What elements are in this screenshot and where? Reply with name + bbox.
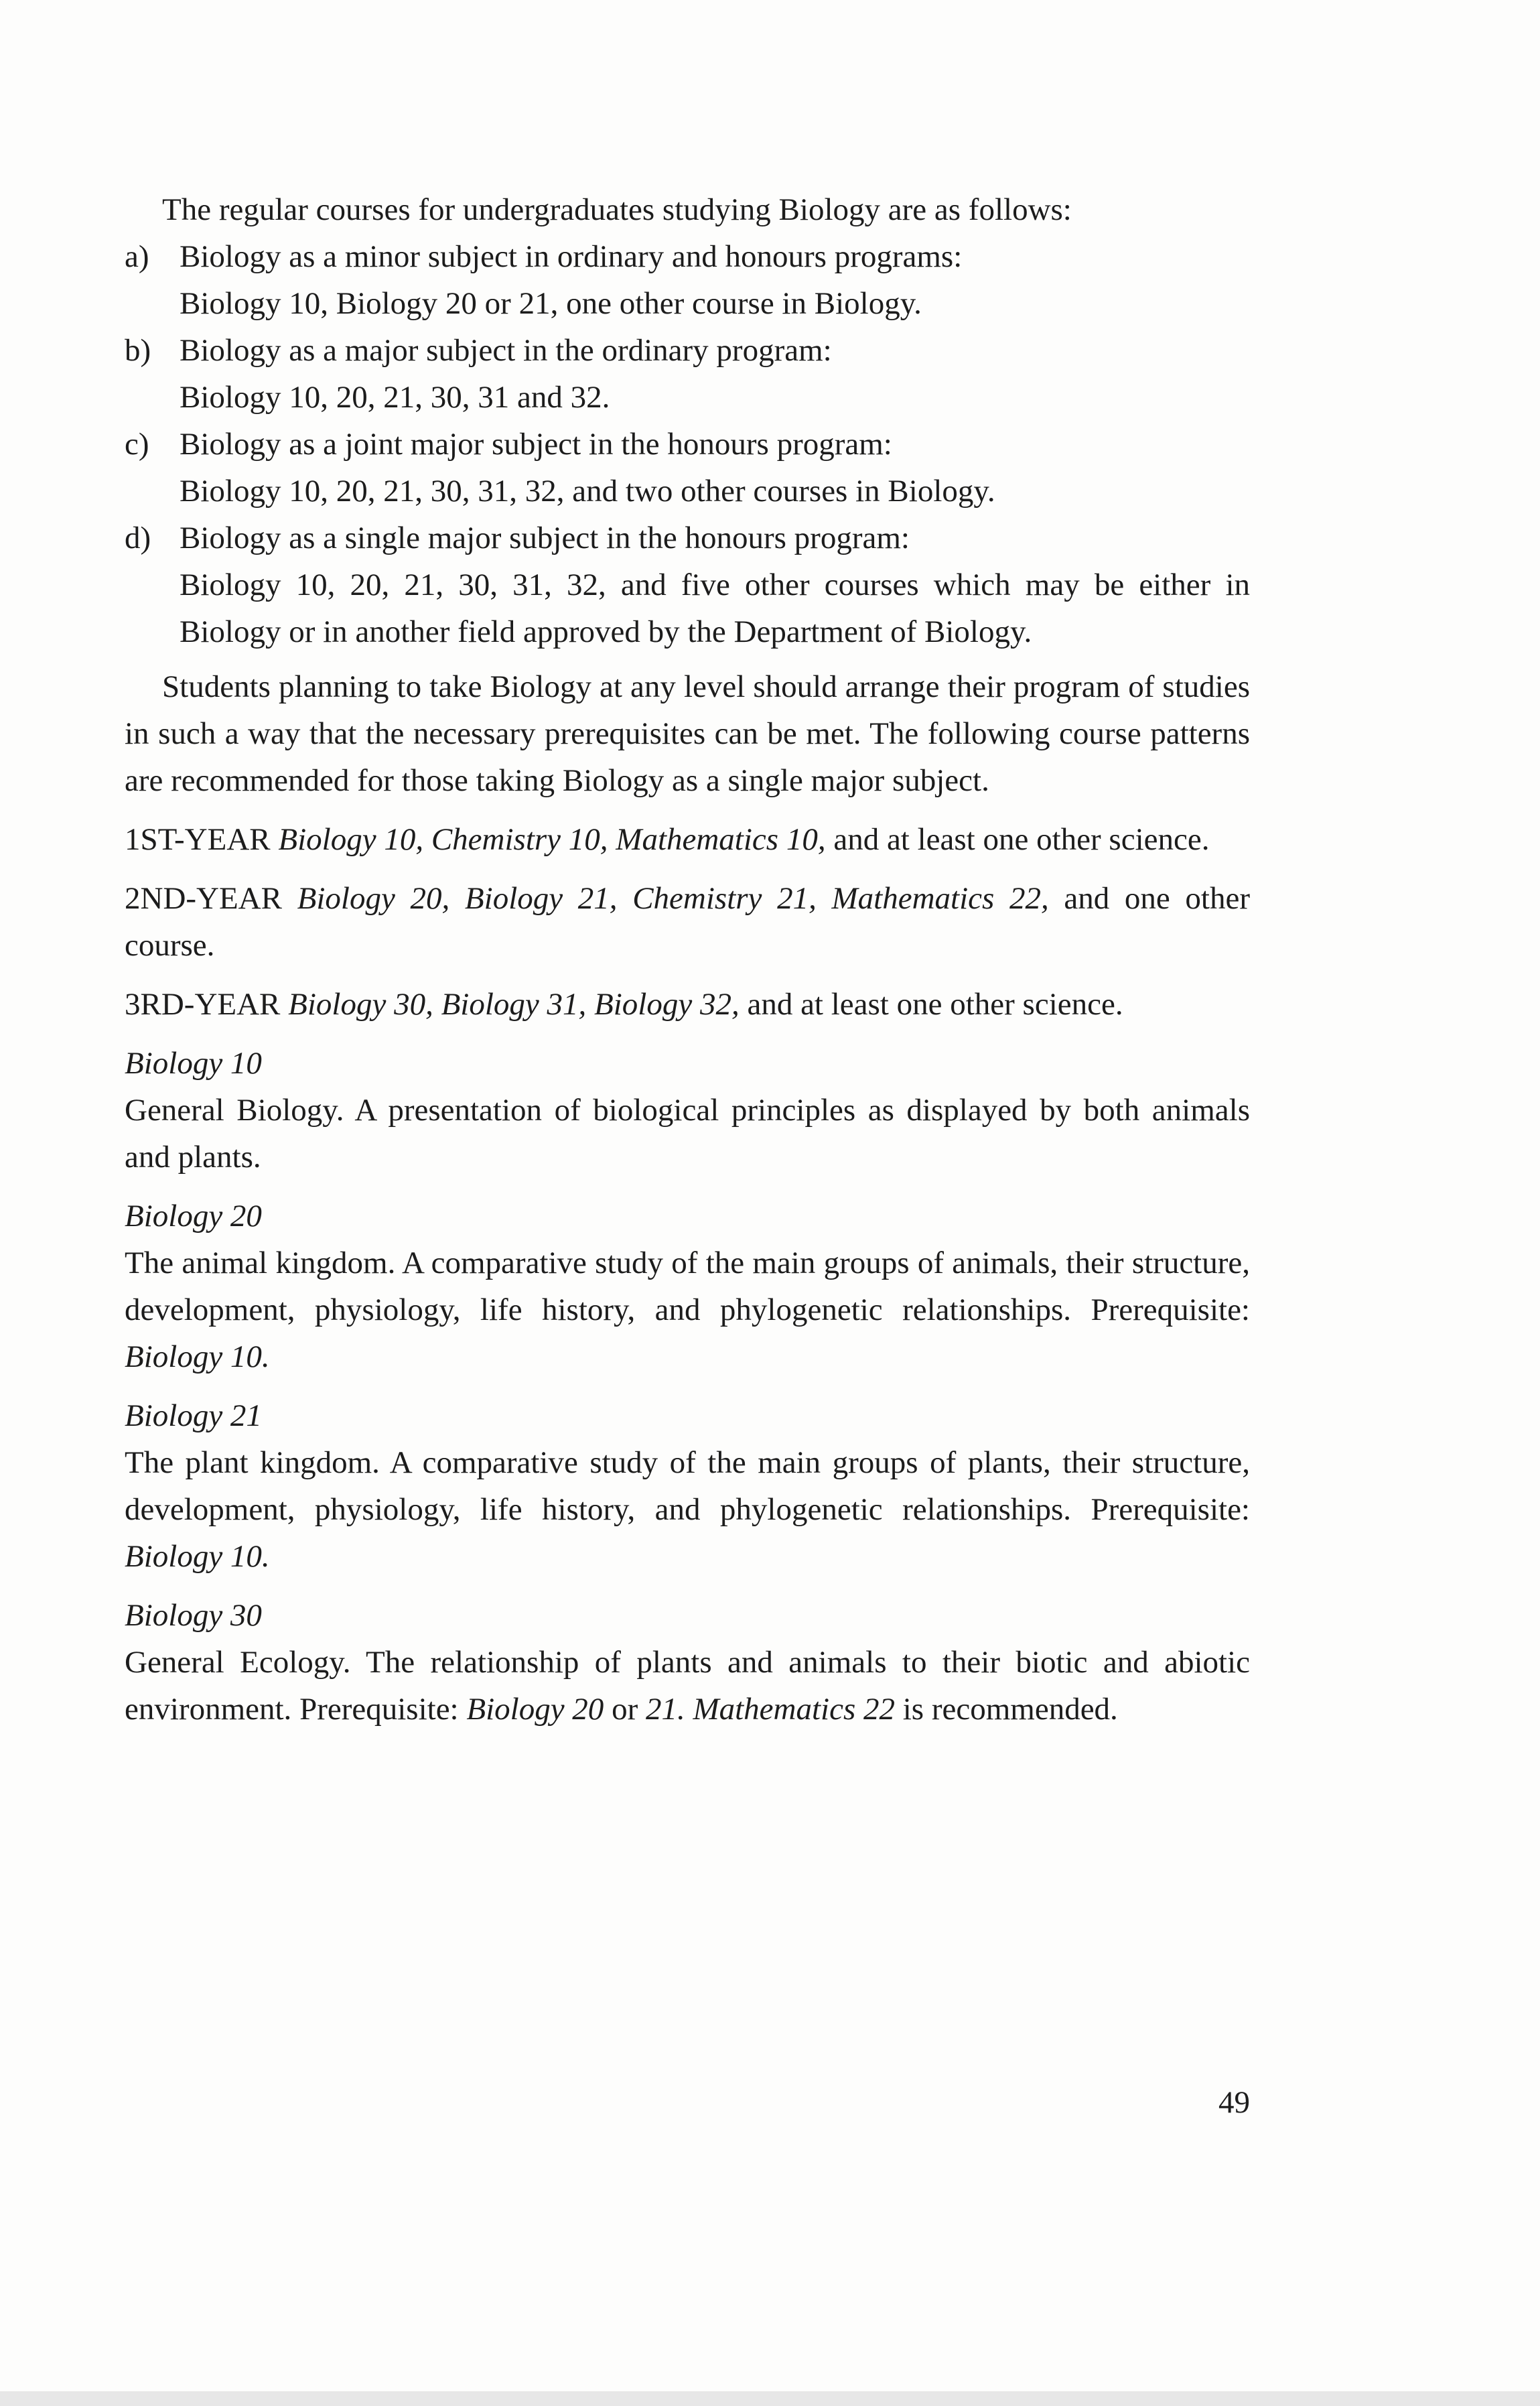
page-number: 49 xyxy=(1218,2085,1250,2120)
option-heading: Biology as a single major subject in the honours program: xyxy=(180,521,910,555)
option-letter: d) xyxy=(125,521,151,555)
course-biology-20 xyxy=(125,1181,1250,1380)
course-description xyxy=(125,1240,1250,1380)
course-biology-10 xyxy=(125,1028,1250,1181)
option-detail: Biology 10, 20, 21, 30, 31, 32, and five other courses which may be either in Biology or in another field approved by the Department of Biology. xyxy=(180,567,1250,649)
option-letter: a) xyxy=(125,239,149,274)
year-pattern-1 xyxy=(125,804,1250,863)
course-title: Biology 21 xyxy=(125,1398,262,1433)
program-option xyxy=(125,421,1250,515)
program-option xyxy=(125,327,1250,421)
recommendation-text: is recommended. xyxy=(902,1692,1118,1727)
year-rest: and at least one other science. xyxy=(833,822,1210,857)
year-pattern-3 xyxy=(125,969,1250,1028)
course-biology-30 xyxy=(125,1580,1250,1733)
course-title: Biology 20 xyxy=(125,1199,262,1233)
option-detail: Biology 10, 20, 21, 30, 31 and 32. xyxy=(180,380,610,415)
year-courses: Biology 30, Biology 31, Biology 32, xyxy=(288,987,740,1022)
course-description xyxy=(125,1639,1250,1733)
option-heading: Biology as a major subject in the ordinary program: xyxy=(180,333,832,368)
option-heading: Biology as a joint major subject in the honours program: xyxy=(180,427,892,462)
prerequisite-course: Biology 20 xyxy=(466,1692,604,1727)
program-option xyxy=(125,515,1250,655)
prerequisite-label: Prerequisite: xyxy=(299,1692,459,1727)
course-description-text: General Ecology. The relationship of plants and animals to their biotic and abiotic environment. xyxy=(125,1645,1250,1727)
intro-text: The regular courses for undergraduates studying Biology are as follows: xyxy=(162,192,1072,227)
prerequisite-course: Biology 10. xyxy=(125,1339,270,1374)
program-option xyxy=(125,233,1250,327)
prerequisite-label: Prerequisite: xyxy=(1091,1492,1250,1527)
option-letter: b) xyxy=(125,333,151,368)
year-label: 1ST-YEAR xyxy=(125,822,271,857)
year-rest: and one other course. xyxy=(125,881,1251,963)
year-label: 2ND-YEAR xyxy=(125,881,282,916)
course-biology-21 xyxy=(125,1380,1250,1580)
year-courses: Biology 20, Biology 21, Chemistry 21, Mathematics 22, xyxy=(297,881,1049,916)
year-label: 3RD-YEAR xyxy=(125,987,281,1022)
course-description-text: The animal kingdom. A comparative study of the main groups of animals, their structure, development, physiology, life history, and phylogenetic relationships. xyxy=(125,1246,1250,1327)
prerequisite-course: Biology 10. xyxy=(125,1539,270,1574)
option-detail: Biology 10, 20, 21, 30, 31, 32, and two other courses in Biology. xyxy=(180,474,995,509)
option-heading: Biology as a minor subject in ordinary and honours programs: xyxy=(180,239,963,274)
page-body xyxy=(125,186,1250,1733)
year-rest: and at least one other science. xyxy=(747,987,1123,1022)
year-courses: Biology 10, Chemistry 10, Mathematics 10, xyxy=(278,822,826,857)
course-description xyxy=(125,1439,1250,1580)
scan-edge xyxy=(0,2391,1540,2406)
course-description-text: General Biology. A presentation of biological principles as displayed by both animals and plants. xyxy=(125,1093,1250,1175)
option-letter: c) xyxy=(125,427,149,462)
year-pattern-2 xyxy=(125,863,1250,969)
prerequisite-connector: or xyxy=(612,1692,638,1727)
prerequisite-label: Prerequisite: xyxy=(1091,1292,1250,1327)
option-detail: Biology 10, Biology 20 or 21, one other course in Biology. xyxy=(180,286,922,321)
course-title: Biology 30 xyxy=(125,1598,262,1633)
course-description-text: The plant kingdom. A comparative study of the main groups of plants, their structure, development, physiology, life history, and phylogenetic relationships. xyxy=(125,1445,1250,1527)
recommended-course: 21. Mathematics 22 xyxy=(645,1692,895,1727)
planning-paragraph: Students planning to take Biology at any level should arrange their program of studies in such a way that the necessary prerequisites can be met. The following course patterns are recommended for those taking Biology as a single major subject. xyxy=(125,669,1250,798)
course-description xyxy=(125,1087,1250,1181)
program-options-list xyxy=(125,233,1250,655)
course-title: Biology 10 xyxy=(125,1046,262,1081)
